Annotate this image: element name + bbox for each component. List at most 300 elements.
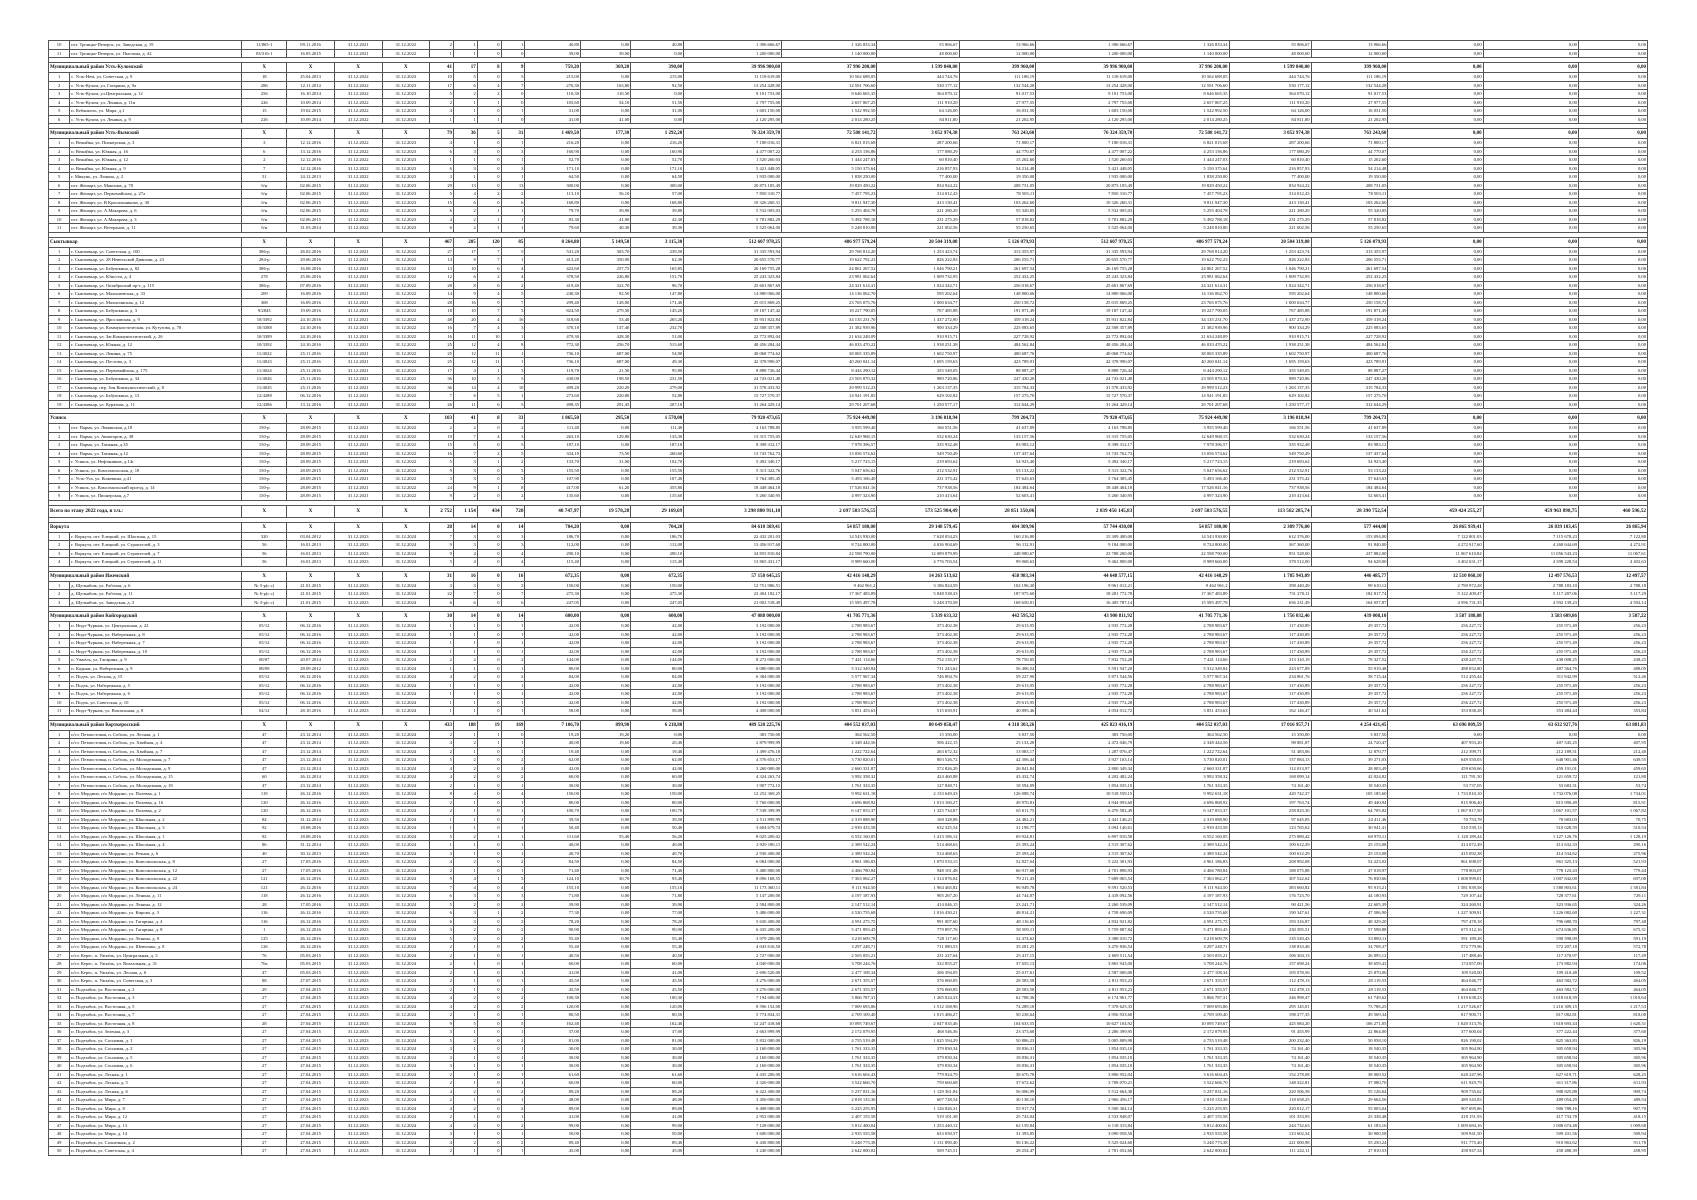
table-cell: 106 271,05: [1311, 1019, 1388, 1028]
table-cell: 0,00: [1578, 63, 1647, 73]
table-cell: 02.06.2015: [287, 198, 335, 207]
table-cell: 123 602,34: [1229, 1130, 1311, 1139]
table-cell: 7 457 795,23: [782, 190, 877, 199]
table-cell: 0: [477, 1121, 501, 1130]
table-cell: 31 198,77: [959, 824, 1036, 833]
table-cell: 31.12.2023: [334, 1104, 382, 1113]
table-cell: 220 506,58: [1229, 1087, 1311, 1096]
table-cell: 0,00: [581, 968, 631, 977]
table-cell: 484 562,84: [959, 341, 1036, 350]
table-cell: 14 136 062,70: [1134, 290, 1229, 299]
table-cell: 31.12.2024: [382, 1036, 430, 1045]
table-cell: 3 616 604,43: [1134, 1070, 1229, 1079]
table-cell: 2: [477, 90, 501, 99]
table-cell: 133,30: [631, 432, 684, 441]
table-cell: 5 492 788,18: [1134, 215, 1229, 224]
table-cell: 4 320 000,00: [684, 1079, 782, 1088]
table-cell: 31.12.2023: [334, 858, 382, 867]
table-cell: 3: [49, 549, 70, 558]
table-cell: 1: [453, 824, 477, 833]
table-cell: 8: [49, 790, 70, 799]
table-cell: 2 160 000,00: [684, 1045, 782, 1054]
table-cell: 8: [477, 414, 501, 424]
table-cell: 0,00: [1578, 107, 1647, 116]
table-cell: 71,80: [631, 892, 684, 901]
table-cell: 1 200 000,00: [1036, 49, 1134, 58]
table-cell: 1: [453, 977, 477, 986]
table-cell: 31.12.2023: [334, 1002, 382, 1011]
table-cell: 31.12.2022: [382, 41, 430, 50]
table-cell: 0: [477, 590, 501, 599]
table-cell: 31.12.2023: [382, 139, 430, 148]
table-cell: 0,00: [1483, 147, 1578, 156]
table-cell: 2 657 867,25: [782, 98, 877, 107]
table-cell: 16: [49, 375, 70, 384]
table-cell: 05.03.2015: [287, 951, 335, 960]
table-cell: 3 192 000,00: [684, 681, 782, 690]
table-cell: 16 031,50: [959, 107, 1036, 116]
table-cell: 0,00: [1388, 458, 1483, 467]
table-cell: 31.12.2021: [334, 41, 382, 50]
table-cell: 27.04.2015: [287, 1104, 335, 1113]
table-cell: 815 090,49: [1483, 798, 1578, 807]
table-cell: 1: [430, 681, 454, 690]
table-cell: 31.12.2024: [382, 656, 430, 665]
table-cell: 19 350,00: [1311, 173, 1388, 182]
table-cell: 763 243,60: [959, 129, 1036, 139]
table-cell: 0: [477, 647, 501, 656]
table-cell: 210 413,64: [1229, 492, 1311, 501]
table-cell: 1 222 722,64: [782, 747, 877, 756]
table-cell: 5 492 340,17: [684, 458, 782, 467]
table-cell: п/ст. Керес, п. Ужъёль, ул. Лесная, д. 6: [70, 968, 242, 977]
table-row: [49, 968, 1648, 977]
table-cell: 2 172 079,95: [782, 1028, 877, 1037]
table-cell: 133,70: [525, 458, 581, 467]
table-cell: 16.10.2014: [287, 90, 335, 99]
table-cell: 135 520,43: [1229, 934, 1311, 943]
table-cell: 31.12.2021: [334, 307, 382, 316]
table-cell: 3 522 666,70: [782, 1079, 877, 1088]
table-cell: 2 389 542,24: [1134, 841, 1229, 850]
table-cell: 1: [501, 1053, 525, 1062]
table-cell: 2: [453, 656, 477, 665]
table-cell: 171,10: [631, 164, 684, 173]
table-cell: 9: [430, 541, 454, 550]
table-cell: 10/3392: [242, 341, 287, 350]
table-cell: 53 737,05: [1388, 781, 1483, 790]
table-cell: 438 247,72: [1388, 656, 1483, 665]
table-cell: 0: [477, 532, 501, 541]
table-cell: 24 411,46: [1311, 815, 1388, 824]
table-cell: 3 730 820,01: [782, 756, 877, 765]
table-cell: 31.12.2024: [382, 841, 430, 850]
table-cell: 3 192 000,00: [684, 698, 782, 707]
table-cell: 1: [453, 1079, 477, 1088]
table-cell: 160,90: [525, 147, 581, 156]
table-cell: 0,00: [581, 1121, 631, 1130]
table-cell: 6: [49, 290, 70, 299]
table-cell: 6 821 015,68: [1134, 139, 1229, 148]
table-cell: 0: [477, 1147, 501, 1156]
table-cell: 31.12.2023: [382, 198, 430, 207]
table-cell: 1 007 842,00: [1483, 875, 1578, 884]
table-cell: 40,50: [525, 951, 581, 960]
table-cell: 7: [49, 781, 70, 790]
table-cell: 463 582,72: [1483, 977, 1578, 986]
section-header-row: [49, 612, 1648, 622]
table-cell: 10 095 749,67: [1134, 1019, 1229, 1028]
table-cell: 0,00: [581, 781, 631, 790]
table-cell: 31.12.2023: [334, 892, 382, 901]
table-row: [49, 664, 1648, 673]
table-cell: 4 832 921,82: [1036, 917, 1134, 926]
table-cell: 1: [501, 1028, 525, 1037]
table-cell: 255 971,49: [1483, 681, 1578, 690]
table-cell: 2 160 000,00: [684, 1053, 782, 1062]
table-cell: 27: [242, 1130, 287, 1139]
table-cell: 1: [501, 832, 525, 841]
table-cell: 989 720,86: [877, 375, 959, 384]
table-cell: 0,00: [581, 1113, 631, 1122]
table-cell: 31.12.2023: [382, 81, 430, 90]
table-cell: 21 382 939,96: [1134, 324, 1229, 333]
table-cell: 23: [49, 917, 70, 926]
table-cell: 0: [477, 781, 501, 790]
table-cell: 31.12.2023: [334, 934, 382, 943]
table-cell: 18 836,31: [959, 1062, 1036, 1071]
table-cell: 910 915,71: [1229, 332, 1311, 341]
table-cell: 30,00: [631, 1045, 684, 1054]
table-cell: 31.12.2014: [287, 815, 335, 824]
resettlement-register-table: [48, 40, 1648, 1156]
table-cell: 31.12.2023: [334, 960, 382, 969]
table-cell: 30,70: [581, 875, 631, 884]
table-cell: 50 886,23: [959, 1036, 1036, 1045]
table-cell: 1 618 693,44: [1483, 1019, 1578, 1028]
table-cell: 1: [453, 1147, 477, 1156]
table-cell: 81,00: [525, 1036, 581, 1045]
table-cell: 47 088 000,00: [684, 612, 782, 622]
table-cell: д. Щельябож, ул. Заводская, д. 3: [70, 598, 242, 607]
table-cell: 6: [477, 264, 501, 273]
table-cell: 105,60: [525, 98, 581, 107]
table-cell: 6 552 160,05: [782, 832, 877, 841]
table-cell: 4 520 755,68: [782, 909, 877, 918]
table-cell: 20: [49, 892, 70, 901]
table-cell: 796 680,70: [1483, 917, 1578, 926]
table-cell: 193 316,87: [1229, 917, 1311, 926]
table-cell: 27: [242, 1104, 287, 1113]
table-cell: 244 732,63: [1229, 1121, 1311, 1130]
table-cell: 0,00: [1483, 483, 1578, 492]
table-cell: 6 422 400,00: [684, 1087, 782, 1096]
table-cell: 11/4022: [242, 349, 287, 358]
table-cell: 34 855 810,84: [684, 549, 782, 558]
table-cell: 1: [477, 115, 501, 124]
table-cell: 1 581 839,58: [1388, 883, 1483, 892]
table-cell: 31.12.2021: [334, 458, 382, 467]
table-cell: 11 067 610,84: [1388, 549, 1483, 558]
table-cell: 19 187 147,42: [1036, 307, 1134, 316]
table-cell: 488 052,80: [1388, 664, 1483, 673]
table-cell: 2 120 295,00: [684, 115, 782, 124]
table-cell: 57 643,63: [959, 475, 1036, 484]
table-cell: п. Подтыбок, ул. Солнечная, д. 2: [70, 1138, 242, 1147]
table-cell: 3 992 358,32: [1134, 773, 1229, 782]
table-cell: 31.12.2022: [382, 349, 430, 358]
table-cell: 3 090 058,50: [1036, 1130, 1134, 1139]
table-cell: 31.12.2023: [334, 926, 382, 935]
table-cell: 41 637,89: [959, 424, 1036, 433]
table-cell: 28.09.2015: [287, 492, 335, 501]
table-cell: 53,74: [1578, 781, 1647, 790]
table-cell: 0,00: [581, 441, 631, 450]
table-cell: 208 731,05: [959, 181, 1036, 190]
table-cell: п. Подтыбок, ул. Восточная, д. 3: [70, 994, 242, 1003]
table-cell: 423,60: [525, 264, 581, 273]
table-cell: 11: [49, 815, 70, 824]
table-cell: X: [382, 63, 430, 73]
table-cell: 0,00: [581, 858, 631, 867]
table-cell: 261 697,54: [959, 264, 1036, 273]
table-cell: 31.12.2022: [382, 441, 430, 450]
table-row: [49, 366, 1648, 375]
table-cell: 799 204,73: [959, 414, 1036, 424]
table-cell: 1 838 250,00: [782, 173, 877, 182]
table-cell: 9: [453, 483, 477, 492]
table-cell: 117 430,89: [1229, 630, 1311, 639]
table-cell: 0,00: [1483, 358, 1578, 367]
table-cell: 31.12.2024: [382, 849, 430, 858]
table-cell: п/ст. Пезмостовая, п. Соболь, ул. Молодежная, д. 15: [70, 773, 242, 782]
table-cell: 13 743 762,73: [1036, 449, 1134, 458]
table-cell: 25 153,08: [1311, 849, 1388, 858]
table-cell: 0,00: [1388, 147, 1483, 156]
table-cell: 50,40: [525, 824, 581, 833]
table-cell: г. Сыктывкар, ул. Коммунистическая, ул. Кутузова, д. 78: [70, 324, 242, 333]
table-cell: 31.12.2023: [334, 1113, 382, 1122]
table-cell: 31.12.2021: [334, 392, 382, 401]
table-cell: 1: [501, 866, 525, 875]
table-cell: 300,00: [525, 181, 581, 190]
table-cell: 0,00: [1578, 315, 1647, 324]
table-cell: 5 222 301,93: [1036, 858, 1134, 867]
table-cell: 4: [430, 1002, 454, 1011]
table-cell: 37 080,70: [1311, 1079, 1388, 1088]
table-cell: 221 280,20: [877, 207, 959, 216]
table-cell: 31.12.2024: [382, 1062, 430, 1071]
table-cell: 220 012,17: [1229, 1104, 1311, 1113]
table-cell: 0: [501, 98, 525, 107]
table-cell: 2: [453, 224, 477, 233]
table-cell: 0,00: [581, 156, 631, 165]
table-cell: 413 632,33: [1483, 841, 1578, 850]
table-cell: 4: [430, 139, 454, 148]
table-cell: 3: [453, 147, 477, 156]
table-cell: 600,00: [525, 612, 581, 622]
table-cell: 31.12.2023: [334, 756, 382, 765]
table-cell: 22: [430, 590, 454, 599]
table-cell: 1: [501, 173, 525, 182]
table-cell: 0,00: [581, 630, 631, 639]
table-cell: 0,00: [1483, 424, 1578, 433]
table-cell: 10 562 688,05: [1134, 73, 1229, 82]
table-cell: 803 526,72: [877, 756, 959, 765]
table-cell: 239,50: [631, 247, 684, 256]
table-cell: 14: [453, 612, 477, 622]
table-cell: 315 784,33: [959, 383, 1036, 392]
table-cell: 80 649 858,47: [877, 720, 959, 730]
table-cell: 0,00: [1483, 98, 1578, 107]
table-cell: 64 126,00: [1229, 107, 1311, 116]
table-cell: 256,23: [1578, 647, 1647, 656]
table-cell: 31 578 433,92: [684, 383, 782, 392]
table-cell: 19 622 792,23: [1134, 256, 1229, 265]
table-row: [49, 281, 1648, 290]
table-cell: 3: [49, 639, 70, 648]
table-cell: 797,48: [1578, 917, 1647, 926]
table-cell: 23.12.2014: [287, 730, 335, 739]
table-cell: 0: [501, 49, 525, 58]
table-cell: 0,00: [581, 985, 631, 994]
table-cell: 255 971,49: [1483, 698, 1578, 707]
table-cell: 0,00: [1388, 90, 1483, 99]
table-cell: 50: [49, 1147, 70, 1156]
table-cell: 23.12.2014: [287, 747, 335, 756]
table-cell: 1: [501, 960, 525, 969]
table-cell: 0,00: [581, 581, 631, 590]
table-cell: 0,00: [1578, 98, 1647, 107]
table-cell: 21 634 248,09: [1134, 332, 1229, 341]
table-cell: 5 630 400,00: [684, 917, 782, 926]
table-cell: п/ст. Мордино, п/о Мордино, ул. Комсомольская, д. 22: [70, 875, 242, 884]
table-cell: 4 776 703,54: [877, 558, 959, 567]
table-cell: 36: [453, 129, 477, 139]
table-cell: 2 935 555,58: [1134, 1130, 1229, 1139]
table-cell: 373 402,38: [877, 630, 959, 639]
table-row: [49, 630, 1648, 639]
table-cell: п/ст. Мордино, п/о Мордино, ул. Шевченко, д. 8: [70, 943, 242, 952]
table-cell: 21 202,95: [1311, 115, 1388, 124]
table-cell: 0,00: [1578, 475, 1647, 484]
table-cell: 1: [453, 1130, 477, 1139]
table-cell: 76a: [242, 960, 287, 969]
table-cell: 2: [453, 739, 477, 748]
table-cell: № 5-р(с.с): [242, 581, 287, 590]
table-cell: 3: [242, 139, 287, 148]
table-cell: 1 128 189,44: [1388, 832, 1483, 841]
table-cell: 1 761 333,35: [782, 1053, 877, 1062]
table-cell: 41,00: [525, 1113, 581, 1122]
table-cell: г. Воркута, пгт. Елецкий, ул. Строителей, д. 7: [70, 549, 242, 558]
table-cell: 206 394,05: [877, 968, 959, 977]
table-cell: 18 227 790,05: [782, 307, 877, 316]
table-cell: 56,20: [631, 832, 684, 841]
table-cell: 5 493 166,40: [1134, 475, 1229, 484]
table-cell: 0,00: [1388, 264, 1483, 273]
table-row: [49, 173, 1648, 182]
table-cell: 2: [501, 190, 525, 199]
table-cell: 2 172 079,95: [1134, 1028, 1229, 1037]
table-cell: 359 318,24: [959, 315, 1036, 324]
table-cell: 2 477 108,34: [782, 968, 877, 977]
table-cell: 31 264 429,14: [1036, 400, 1134, 409]
table-cell: 909 735,62: [1388, 1087, 1483, 1096]
table-cell: 899,90: [581, 720, 631, 730]
table-cell: 353,84: [1578, 707, 1647, 716]
table-cell: 10: [49, 215, 70, 224]
table-cell: 2: [49, 541, 70, 550]
table-cell: 5 512 664,38: [1036, 1087, 1134, 1096]
table-cell: 5 122 409,47: [1388, 590, 1483, 599]
table-row: [49, 424, 1648, 433]
table-cell: 0,00: [1388, 207, 1483, 216]
table-cell: 36: [430, 383, 454, 392]
table-cell: 379 830,34: [877, 1045, 959, 1054]
table-cell: X: [287, 522, 335, 532]
table-cell: 132 544,28: [959, 81, 1036, 90]
table-cell: 212 189,51: [1483, 747, 1578, 756]
table-cell: 31.12.2024: [382, 1121, 430, 1130]
table-cell: 42 416 148,29: [782, 571, 877, 581]
table-cell: п. Подтыбок, ул. Зеленая, д. 3: [70, 1028, 242, 1037]
table-cell: 2 389 542,24: [1134, 849, 1229, 858]
table-cell: 2: [453, 934, 477, 943]
table-cell: X: [287, 612, 335, 622]
table-cell: 91 455,99: [1229, 1028, 1311, 1037]
table-cell: 21: [49, 900, 70, 909]
section-header-row: [49, 63, 1648, 73]
table-cell: 305 964,90: [1388, 1045, 1483, 1054]
table-cell: X: [287, 720, 335, 730]
table-cell: 0,00: [1483, 492, 1578, 501]
table-cell: 91 840,00: [1311, 541, 1388, 550]
table-cell: 27.04.2015: [287, 985, 335, 994]
table-cell: 31.12.2021: [334, 400, 382, 409]
table-cell: 3 052 974,38: [1229, 129, 1311, 139]
table-cell: 25 243 323,84: [1036, 273, 1134, 282]
table-cell: 2 319 088,90: [782, 815, 877, 824]
table-cell: 60,00: [631, 1079, 684, 1088]
table-cell: 0: [477, 664, 501, 673]
table-cell: 29 613,95: [959, 681, 1036, 690]
table-cell: 0,00: [1578, 341, 1647, 350]
table-cell: 0,00: [581, 849, 631, 858]
table-cell: 0: [477, 673, 501, 682]
table-cell: 31.12.2024: [382, 824, 430, 833]
table-cell: 31.12.2024: [382, 739, 430, 748]
table-cell: X: [382, 129, 430, 139]
table-cell: 0,00: [1578, 324, 1647, 333]
table-cell: 826,19: [1578, 1036, 1647, 1045]
table-cell: 2: [453, 90, 477, 99]
table-cell: 31.12.2024: [382, 664, 430, 673]
table-cell: 188 075,88: [1229, 866, 1311, 875]
table-cell: 8 264,88: [525, 237, 581, 247]
table-cell: 3: [453, 917, 477, 926]
table-cell: 607 728,54: [877, 1096, 959, 1105]
table-cell: 305 964,90: [1388, 1062, 1483, 1071]
table-cell: 9: [430, 875, 454, 884]
table-cell: 8 025 200,02: [684, 832, 782, 841]
table-cell: 413,20: [525, 256, 581, 265]
table-cell: 120,00: [631, 1002, 684, 1011]
table-cell: 3: [501, 541, 525, 550]
table-cell: 45,50: [525, 985, 581, 994]
table-cell: 5 126 079,93: [1311, 237, 1388, 247]
table-cell: 2: [453, 424, 477, 433]
